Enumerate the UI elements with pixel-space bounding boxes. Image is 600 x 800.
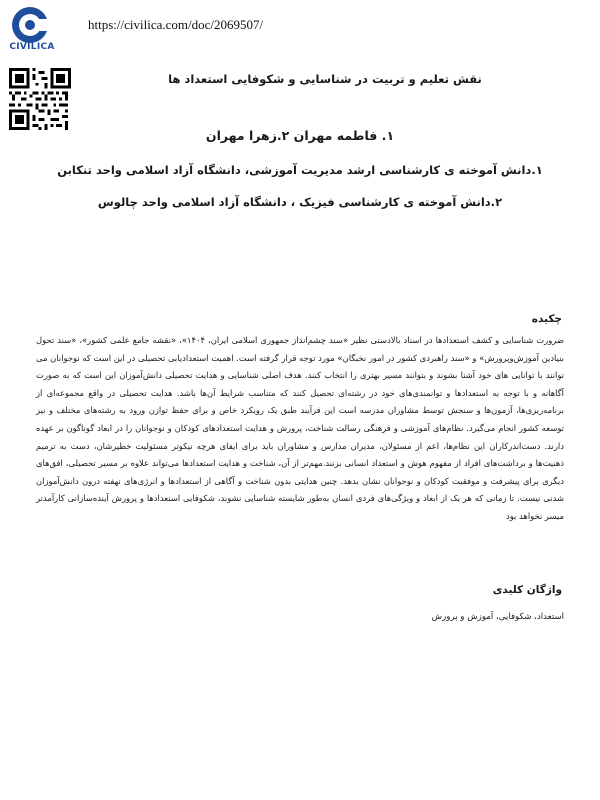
keywords-text: استعداد، شکوفایی، آموزش و پرورش <box>431 612 564 622</box>
qr-code-icon[interactable] <box>9 68 71 130</box>
document-url[interactable]: https://civilica.com/doc/2069507/ <box>88 17 264 32</box>
paper-authors: ۱. فاطمه مهران ۲.زهرا مهران <box>205 128 395 143</box>
affiliation-1: ۱.دانش آموخته ی کارشناسی ارشد مدیریت آموزشی، دانشگاه آزاد اسلامی واحد تنکابن <box>57 163 543 177</box>
civilica-c-logo-icon <box>4 6 56 46</box>
paper-title: نقش تعلیم و تربیت در شناسایی و شکوفایی استعداد ها <box>168 72 482 86</box>
abstract-text: ضرورت شناسایی و کشف استعدادها در اسناد بالادستی نظیر «سند چشم‌انداز جمهوری اسلامی ایران، ۱۴۰۴»، «نقشه جامع علمی کشور»، «سند تحول بنیادین آموزش‌وپرورش» و «سند راهبردی کشور در امور نخبگان» مورد توجه قرار گرفته است. اهمیت استعدادیابی تحصیلی در این است که نوجوانان می توانند با توانایی های خود آشنا بشوند و بتوانند مسیر بهتری را انتخاب کنند. هدف اصلی شناسایی و هدایت تحصیلی دانش‌آموزان این است که به صورت آگاهانه و با توجه به استعدادها و توانمندی‌های خود در رشته‌ای تحصیل کنند که متناسب شرایط آن‌ها باشد. هدایت تحصیلی در واقع مجموعه‌ای از برنامه‌ریزی‌ها، آزمون‌ها و سنجش توسط مشاوران مدرسه است این فرآیند طبق یک رویکرد خاص و برای حفظ توازن ورود به رشته‌های مختلف و نیز توسعه کشور انجام می‌گیرد. نظام‌های آموزشی و فرهنگی رسالت شناخت، پرورش و هدایت استعدادهای کودکان و نوجوانان را در ابعاد گوناگون بر عهده دارند. دست‌اندرکاران این نظام‌ها، اعم از مسئولان، مدیران مدارس و مشاوران باید برای ایفای هرچه نیکوتر مسئولیت خطیرشان، دست به ترمیم ذهنیت‌ها و برداشت‌های افراد از مفهوم هوش و استعداد انسانی بزنند.مهم‌تر از آن، شناخت و هدایت استعدادها می‌تواند علاوه بر مسیر تحصیلی، افق‌های دیگری برای پیشرفت و موفقیت کودکان و نوجوانان نشان بدهد. چنین هدایتی بدون شناخت و آگاهی از استعدادها و انرژی‌های نهفته درون دانش‌آموزان شدنی نیست. تا زمانی که هر یک از ابعاد و ویژگی‌های فردی انسان به‌طور شایسته شناسایی نشوند، شکوفایی استعدادها و پرورش آینده‌سازانی کارآمدتر میسر نخواهد بود <box>36 335 564 521</box>
abstract-heading: چکیده <box>531 313 562 325</box>
logo-text: CIVILICA <box>9 42 55 52</box>
affiliation-2: ۲.دانش آموخته ی کارشناسی فیزیک ، دانشگاه آزاد اسلامی واحد چالوس <box>97 195 503 209</box>
keywords-heading: واژگان کلیدی <box>492 584 562 596</box>
